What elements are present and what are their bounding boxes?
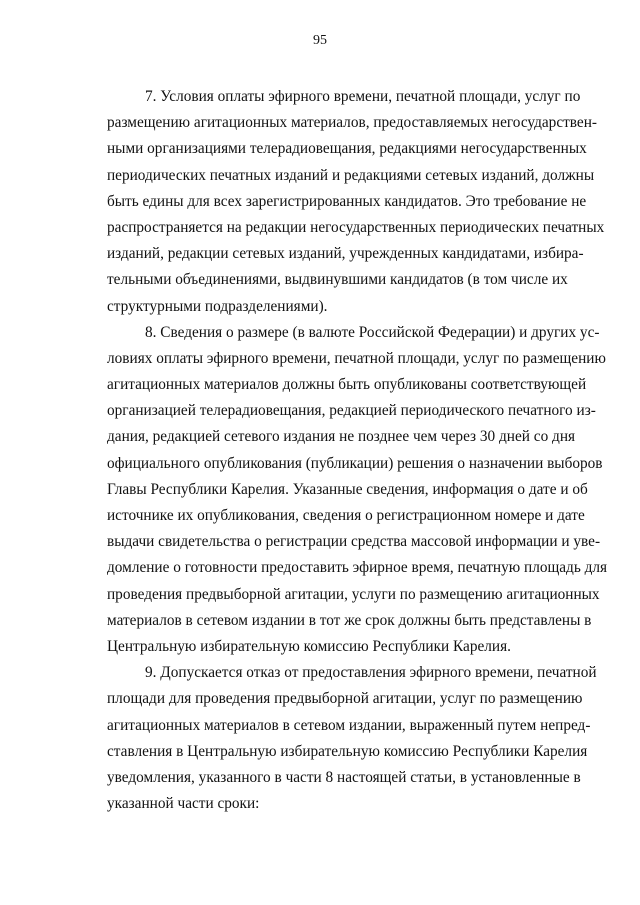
- text-line: организацией телерадиовещания, редакцией периодического печатного из-: [107, 402, 596, 420]
- text-line: Центральную избирательную комиссию Республики Карелия.: [107, 637, 511, 655]
- text-line: ными организациями телерадиовещания, редакциями негосударственных: [107, 140, 587, 158]
- text-line: размещению агитационных материалов, предоставляемых негосударствен-: [107, 114, 598, 132]
- paragraph-7: [107, 84, 605, 320]
- text-line: быть едины для всех зарегистрированных кандидатов. Это требование не: [107, 192, 587, 210]
- text-line: распространяется на редакции негосударственных периодических печатных: [107, 218, 605, 236]
- page-number: 95: [313, 33, 327, 48]
- text-line: 9. Допускается отказ от предоставления эфирного времени, печатной: [145, 664, 597, 682]
- text-line: 8. Сведения о размере (в валюте Российской Федерации) и других ус-: [145, 323, 600, 341]
- text-line: площади для проведения предвыборной агитации, услуг по размещению: [107, 690, 583, 708]
- paragraph-8: [107, 320, 608, 660]
- text-line: материалов в сетевом издании в тот же срок должны быть представлены в: [107, 611, 592, 629]
- text-line: агитационных материалов в сетевом издании, выраженный путем непред-: [107, 716, 591, 734]
- text-line: тельными объединениями, выдвинувшими кандидатов (в том числе их: [107, 271, 568, 289]
- text-line: периодических печатных изданий и редакциями сетевых изданий, должны: [107, 166, 595, 184]
- text-line: агитационных материалов должны быть опубликованы соответствующей: [107, 376, 587, 394]
- text-line: проведения предвыборной агитации, услуги по размещению агитационных: [107, 585, 600, 603]
- document-body: [107, 84, 608, 817]
- text-line: официального опубликования (публикации) решения о назначении выборов: [107, 454, 603, 472]
- text-line: выдачи свидетельства о регистрации средства массовой информации и уве-: [107, 533, 601, 551]
- text-line: уведомления, указанного в части 8 настоящей статьи, в установленные в: [107, 768, 581, 786]
- text-line: изданий, редакции сетевых изданий, учрежденных кандидатами, избира-: [107, 245, 584, 263]
- text-line: источнике их опубликования, сведения о регистрационном номере и дате: [107, 507, 585, 524]
- text-line: ставления в Центральную избирательную комиссию Республики Карелия: [107, 742, 588, 760]
- text-line: дания, редакцией сетевого издания не позднее чем через 30 дней со дня: [107, 428, 576, 446]
- text-line: указанной части сроки:: [107, 795, 260, 813]
- text-line: домление о готовности предоставить эфирное время, печатную площадь для: [107, 559, 608, 577]
- text-line: 7. Условия оплаты эфирного времени, печатной площади, услуг по: [145, 88, 581, 105]
- text-line: ловиях оплаты эфирного времени, печатной площади, услуг по размещению: [107, 349, 606, 367]
- text-line: структурными подразделениями).: [107, 297, 328, 315]
- text-line: Главы Республики Карелия. Указанные сведения, информация о дате и об: [107, 480, 588, 498]
- paragraph-9: [107, 660, 597, 817]
